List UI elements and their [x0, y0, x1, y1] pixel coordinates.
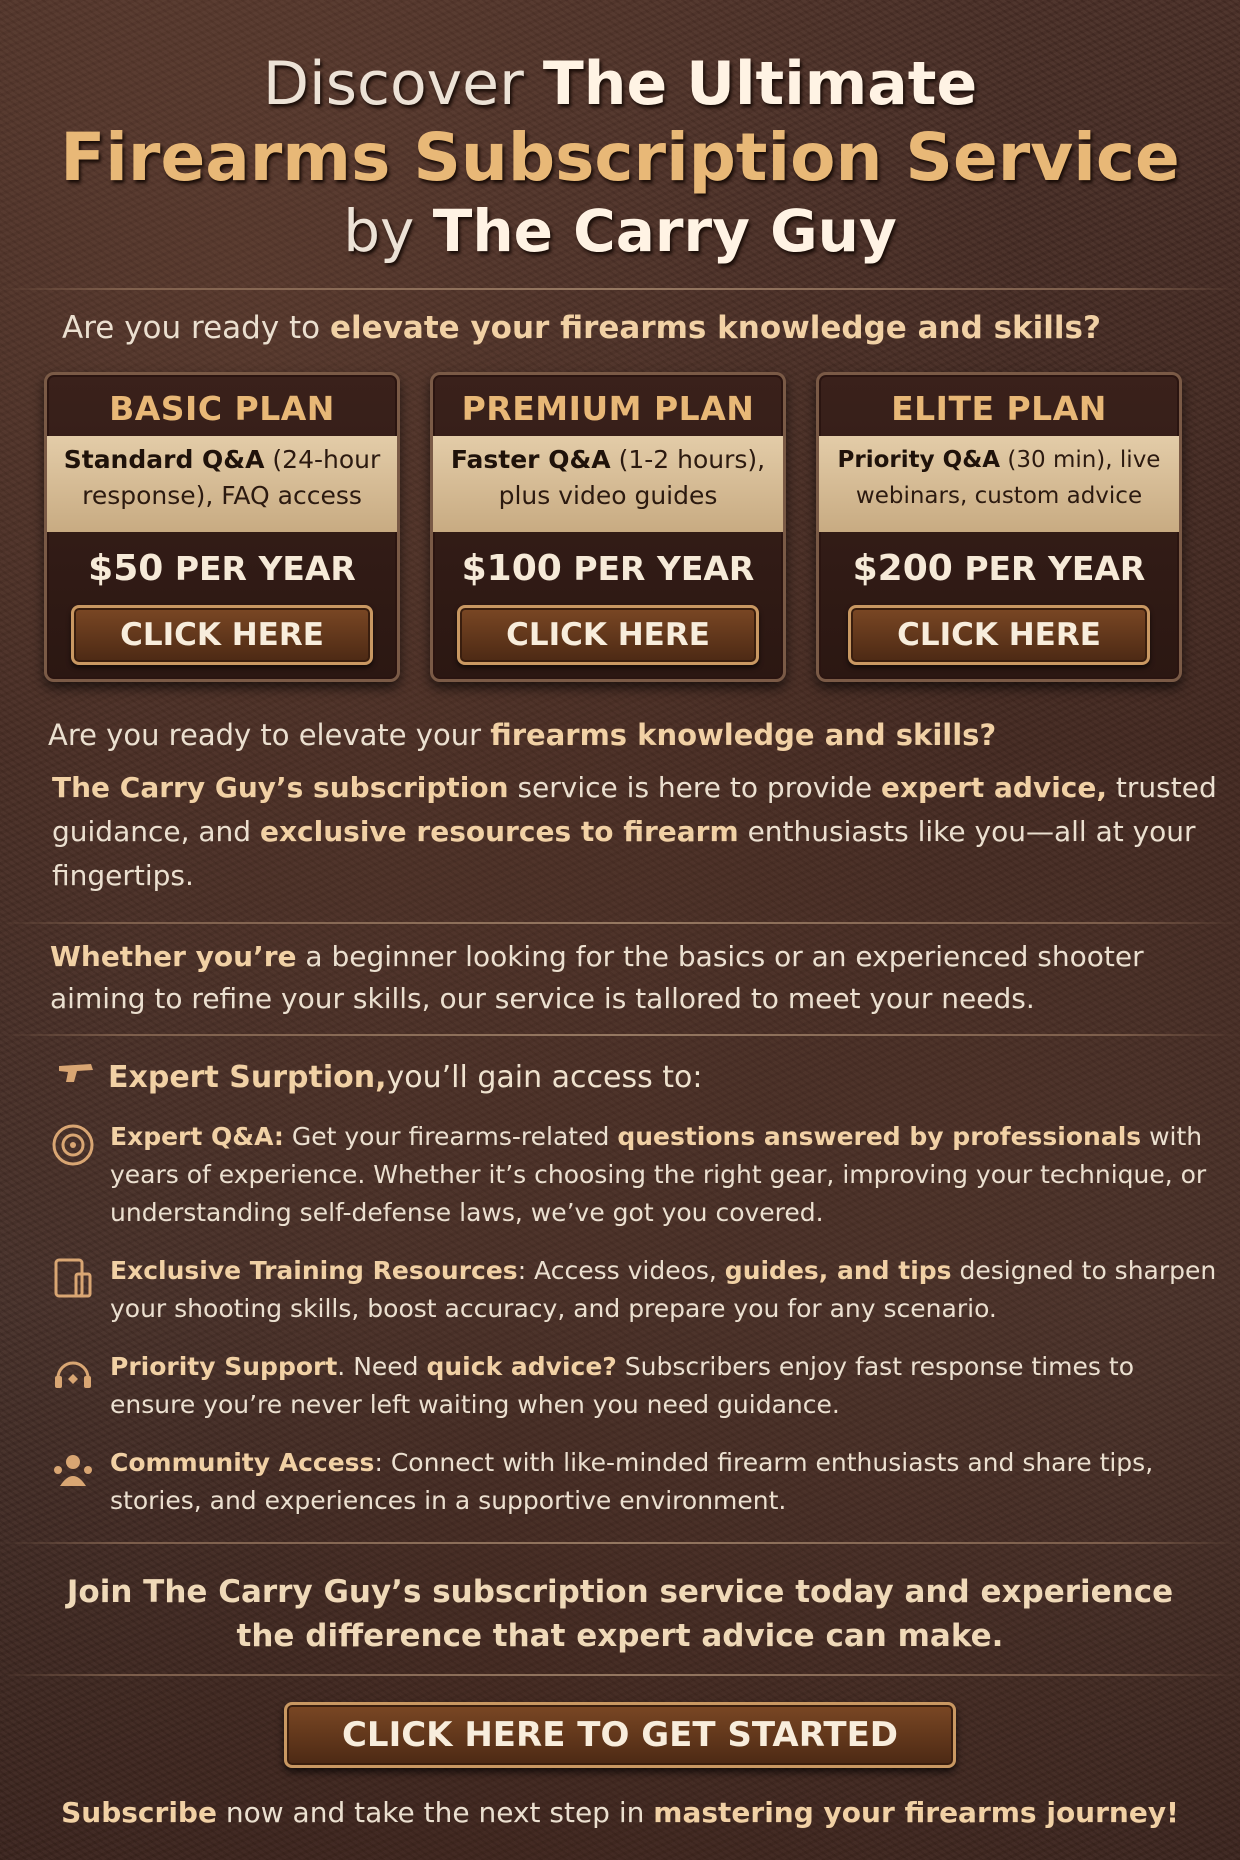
plan-card-basic — [44, 372, 400, 682]
feature-emphasis: guides, and tips — [724, 1256, 952, 1285]
join-statement: Join The Carry Guy’s subscription service today and experience the difference that expert advice can make. — [66, 1574, 1174, 1654]
community-icon — [50, 1448, 92, 1490]
footer-bold: Subscribe — [61, 1796, 217, 1829]
hero-header — [0, 0, 1240, 266]
intro-text-3: enthusiasts like you—all at your fingertips. — [52, 815, 1196, 892]
plan-title: ELITE PLAN — [891, 389, 1107, 428]
headline-by: by — [343, 197, 415, 265]
plan-description — [433, 436, 783, 532]
feature-desc: Get your firearms-related — [283, 1122, 618, 1151]
question-subheading — [48, 718, 1240, 752]
support-icon — [50, 1352, 92, 1394]
price-period: PER YEAR — [573, 549, 755, 588]
plan-elite-button[interactable]: CLICK HERE — [848, 605, 1150, 665]
access-text: you’ll gain access to: — [386, 1059, 703, 1095]
plan-price — [47, 548, 397, 589]
divider — [0, 288, 1240, 290]
price-period: PER YEAR — [964, 549, 1146, 588]
feature-desc: with years of experience. Whether it’s choosing the right gear, improving your technique, or understanding self-defense laws, we’ve got you covered. — [110, 1122, 1207, 1227]
headline-brand: The Carry Guy — [432, 197, 897, 265]
price-amount: $100 — [461, 548, 562, 589]
feature-title: Exclusive Training Resources — [110, 1256, 518, 1285]
feature-desc: : Connect with like-minded firearm enthusiasts and share tips, stories, and experiences in a supportive environment. — [110, 1448, 1154, 1515]
get-started-button[interactable]: CLICK HERE TO GET STARTED — [284, 1702, 956, 1768]
access-heading — [56, 1056, 1240, 1098]
plans-row — [44, 372, 1240, 682]
plan-price — [433, 548, 783, 589]
gun-icon — [56, 1056, 98, 1098]
audience-paragraph — [50, 936, 1220, 1020]
plan-desc-text: (30 min), live webinars, custom advice — [855, 447, 1161, 509]
feature-text — [110, 1444, 1220, 1520]
plan-title: PREMIUM PLAN — [461, 389, 755, 428]
plan-desc-bold: Standard Q&A — [63, 445, 265, 474]
headline-ultimate: Ultimate — [686, 49, 978, 119]
feature-training-resources — [50, 1252, 1220, 1328]
intro-paragraph — [52, 766, 1220, 898]
feature-priority-support — [50, 1348, 1220, 1424]
access-bold: Expert Surption, — [108, 1059, 387, 1095]
plan-card-premium — [430, 372, 786, 682]
plan-card-elite — [816, 372, 1182, 682]
feature-text — [110, 1252, 1220, 1328]
headline-the: The — [542, 49, 668, 119]
headline-line-3 — [0, 196, 1240, 266]
footer-text: now and take the next step in — [216, 1796, 654, 1829]
footer-emphasis: mastering your firearms journey! — [653, 1796, 1179, 1829]
plan-desc-bold: Priority Q&A — [837, 447, 1001, 473]
question-text: Are you ready to — [62, 310, 321, 346]
plan-premium-button[interactable]: CLICK HERE — [457, 605, 759, 665]
plan-desc-text: (1-2 hours), plus video guides — [498, 445, 766, 510]
price-amount: $50 — [88, 548, 164, 589]
plan-basic-button[interactable]: CLICK HERE — [71, 605, 373, 665]
intro-bold-1: The Carry Guy’s subscription — [52, 771, 509, 804]
plan-title: BASIC PLAN — [109, 389, 335, 428]
feature-community-access — [50, 1444, 1220, 1520]
price-amount: $200 — [852, 548, 953, 589]
audience-bold: Whether you’re — [50, 940, 297, 973]
divider — [0, 1034, 1240, 1036]
divider — [0, 1542, 1240, 1544]
divider — [0, 1674, 1240, 1676]
intro-text-2: trusted guidance, and — [52, 771, 1217, 848]
divider — [0, 922, 1240, 924]
question-emphasis: firearms knowledge and skills? — [490, 718, 997, 752]
plan-desc-bold: Faster Q&A — [450, 445, 611, 474]
headline-line-2: Firearms Subscription Service — [60, 119, 1180, 196]
tablet-icon — [50, 1256, 92, 1298]
feature-emphasis: quick advice? — [426, 1352, 617, 1381]
intro-text-1: service is here to provide — [508, 771, 881, 804]
intro-bold-2: expert advice, — [880, 771, 1108, 804]
feature-title: Community Access — [110, 1448, 375, 1477]
intro-bold-3: exclusive resources to firearm — [259, 815, 739, 848]
feature-title: Priority Support — [110, 1352, 338, 1381]
question-text: Are you ready to elevate your — [48, 718, 482, 752]
feature-title: Expert Q&A: — [110, 1122, 284, 1151]
question-emphasis: elevate your firearms knowledge and skills? — [330, 310, 1101, 346]
feature-expert-qa — [50, 1118, 1220, 1232]
feature-desc: Subscribers enjoy fast response times to ensure you’re never left waiting when you need guidance. — [110, 1352, 1134, 1419]
plan-description — [47, 436, 397, 532]
price-period: PER YEAR — [174, 549, 356, 588]
feature-text — [110, 1348, 1220, 1424]
plan-desc-text: (24-hour response), FAQ access — [82, 445, 381, 510]
feature-desc: : Access videos, — [517, 1256, 725, 1285]
question-heading — [62, 310, 1240, 346]
headline-discover: Discover — [262, 49, 524, 119]
plan-description — [819, 436, 1179, 532]
feature-emphasis: questions answered by professionals — [617, 1122, 1142, 1151]
plan-price — [819, 548, 1179, 589]
headline-line-1 — [0, 48, 1240, 120]
target-icon — [50, 1122, 92, 1164]
footer-tagline — [0, 1796, 1240, 1829]
feature-text — [110, 1118, 1220, 1232]
feature-desc: . Need — [337, 1352, 427, 1381]
feature-desc: designed to sharpen your shooting skills, boost accuracy, and prepare you for any scenario. — [110, 1256, 1217, 1323]
audience-text: a beginner looking for the basics or an experienced shooter aiming to refine your skills, our service is tallored to meet your needs. — [50, 940, 1144, 1015]
